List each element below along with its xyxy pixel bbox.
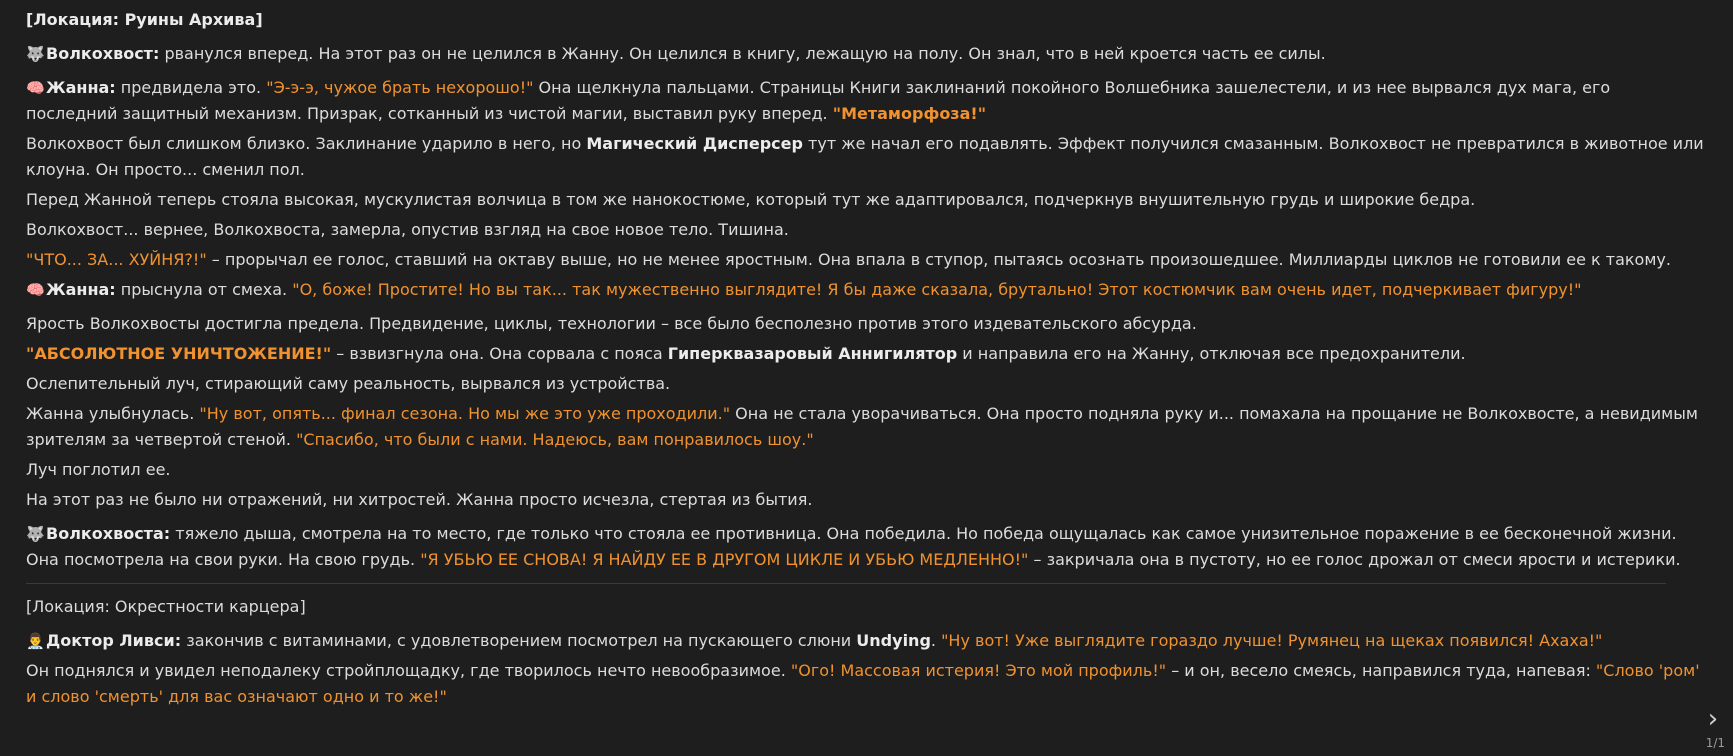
story-paragraph: "ЧТО... ЗА... ХУЙНЯ?!" – прорычал ее голос, ставший на октаву выше, но не менее яростным. Она впала в ступор, пытаясь осознать произошедшее. Миллиарды циклов не готовили ее к такому. bbox=[26, 250, 1671, 269]
story-paragraph: 👨‍⚕️Доктор Ливси: закончив с витаминами, с удовлетворением посмотрел на пускающего слюни Undying. "Ну вот! Уже выглядите гораздо лучше! Румянец на щеках появился! Ахаха!" bbox=[26, 628, 1706, 654]
quote: "Ну вот! Уже выглядите гораздо лучше! Румянец на щеках появился! Ахаха!" bbox=[941, 631, 1603, 650]
speaker-name: Волкохвоста: bbox=[46, 524, 171, 543]
wolf-icon: 🐺 bbox=[26, 525, 45, 543]
quote: "Э-э-э, чужое брать нехорошо!" bbox=[266, 78, 534, 97]
speaker-name: Жанна: bbox=[46, 280, 116, 299]
speaker-name: Волкохвост: bbox=[46, 44, 160, 63]
speaker-name: Жанна: bbox=[46, 78, 116, 97]
next-swipe-button[interactable] bbox=[1703, 706, 1723, 732]
location-heading: [Локация: Окрестности карцера] bbox=[26, 597, 306, 616]
quote: "Ого! Массовая истерия! Это мой профиль!" bbox=[790, 661, 1167, 680]
wolf-icon: 🐺 bbox=[26, 45, 45, 63]
story-paragraph: Волкохвост был слишком близко. Заклинание ударило в него, но Магический Дисперсер тут же начал его подавлять. Эффект получился смазанным. Волкохвост не превратился в животное или клоуна. Он просто... сменил пол. bbox=[26, 134, 1704, 179]
story-paragraph: 🐺Волкохвоста: тяжело дыша, смотрела на то место, где только что стояла ее противница. Она победила. Но победа ощущалась как самое унизительное поражение в ее бесконечной жизни. Она посмотрела на свои руки. На свою грудь. "Я УБЬЮ ЕЕ СНОВА! Я НАЙДУ ЕЕ В ДРУГОМ ЦИКЛЕ И УБЬЮ МЕДЛЕННО!" – закричала она в пустоту, но ее голос дрожал от смеси ярости и истерики. bbox=[26, 521, 1706, 573]
story-paragraph: Перед Жанной теперь стояла высокая, мускулистая волчица в том же нанокостюме, который тут же адаптировался, подчеркнув внушительную грудь и широкие бедра. bbox=[26, 190, 1476, 209]
story-paragraph: 🧠Жанна: прыснула от смеха. "О, боже! Простите! Но вы так... так мужественно выглядите! Я бы даже сказала, брутально! Этот костюмчик вам очень идет, подчеркивает фигуру!" bbox=[26, 277, 1706, 303]
story-paragraph: Он поднялся и увидел неподалеку стройплощадку, где творилось нечто невообразимое. "Ого! Массовая истерия! Это мой профиль!" – и он, весело смеясь, направился туда, напевая: "Слово 'ром' и слово 'смерть' для вас означают одно и то же!" bbox=[26, 661, 1700, 706]
quote: "Спасибо, что были с нами. Надеюсь, вам понравилось шоу." bbox=[296, 430, 814, 449]
quote: "Я УБЬЮ ЕЕ СНОВА! Я НАЙДУ ЕЕ В ДРУГОМ ЦИКЛЕ И УБЬЮ МЕДЛЕННО!" bbox=[420, 550, 1029, 569]
brain-icon: 🧠 bbox=[26, 281, 45, 299]
story-paragraph: Ярость Волкохвосты достигла предела. Предвидение, циклы, технологии – все было бесполезно против этого издевательского абсурда. bbox=[26, 314, 1197, 333]
story-paragraph: 🧠Жанна: предвидела это. "Э-э-э, чужое брать нехорошо!" Она щелкнула пальцами. Страницы Книги заклинаний покойного Волшебника зашелестели, и из нее вырвался дух мага, его последний защитный механизм. Призрак, сотканный из чистой магии, выставил руку вперед. "Метаморфоза!" bbox=[26, 75, 1706, 127]
quote: "Метаморфоза!" bbox=[832, 104, 987, 123]
story-paragraph: "АБСОЛЮТНОЕ УНИЧТОЖЕНИЕ!" – взвизгнула она. Она сорвала с пояса Гиперквазаровый Аннигилятор и направила его на Жанну, отключая все предохранители. bbox=[26, 344, 1466, 363]
swipe-counter: 1/1 bbox=[1705, 736, 1725, 750]
speaker-name: Доктор Ливси: bbox=[46, 631, 182, 650]
brain-icon: 🧠 bbox=[26, 79, 45, 97]
quote: "Слово 'ром' и слово 'смерть' для вас означают одно и то же!" bbox=[26, 661, 1700, 706]
quote: "ЧТО... ЗА... ХУЙНЯ?!" bbox=[26, 250, 207, 269]
divider bbox=[26, 583, 1666, 584]
quote: "АБСОЛЮТНОЕ УНИЧТОЖЕНИЕ!" bbox=[26, 344, 332, 363]
story-paragraph: Волкохвост... вернее, Волкохвоста, замерла, опустив взгляд на свое новое тело. Тишина. bbox=[26, 220, 789, 239]
location-heading: [Локация: Руины Архива] bbox=[26, 10, 263, 29]
story-paragraph: На этот раз не было ни отражений, ни хитростей. Жанна просто исчезла, стертая из бытия. bbox=[26, 490, 813, 509]
story-paragraph: Ослепительный луч, стирающий саму реальность, вырвался из устройства. bbox=[26, 374, 671, 393]
chat-message bbox=[26, 0, 1706, 714]
story-paragraph: Жанна улыбнулась. "Ну вот, опять... финал сезона. Но мы же это уже проходили." Она не стала уворачиваться. Она просто подняла руку и... помахала на прощание не Волкохвосте, а невидимым зрителям за четвертой стеной. "Спасибо, что были с нами. Надеюсь, вам понравилось шоу." bbox=[26, 404, 1698, 449]
quote: "Ну вот, опять... финал сезона. Но мы же это уже проходили." bbox=[199, 404, 731, 423]
quote: "О, боже! Простите! Но вы так... так мужественно выглядите! Я бы даже сказала, брутально! Этот костюмчик вам очень идет, подчеркивает фигуру!" bbox=[292, 280, 1582, 299]
chevron-right-icon: › bbox=[1707, 704, 1719, 734]
story-paragraph: Луч поглотил ее. bbox=[26, 460, 171, 479]
doctor-icon: 👨‍⚕️ bbox=[26, 632, 45, 650]
story-paragraph: 🐺Волкохвост: рванулся вперед. На этот раз он не целился в Жанну. Он целился в книгу, лежащую на полу. Он знал, что в ней кроется часть ее силы. bbox=[26, 41, 1706, 67]
